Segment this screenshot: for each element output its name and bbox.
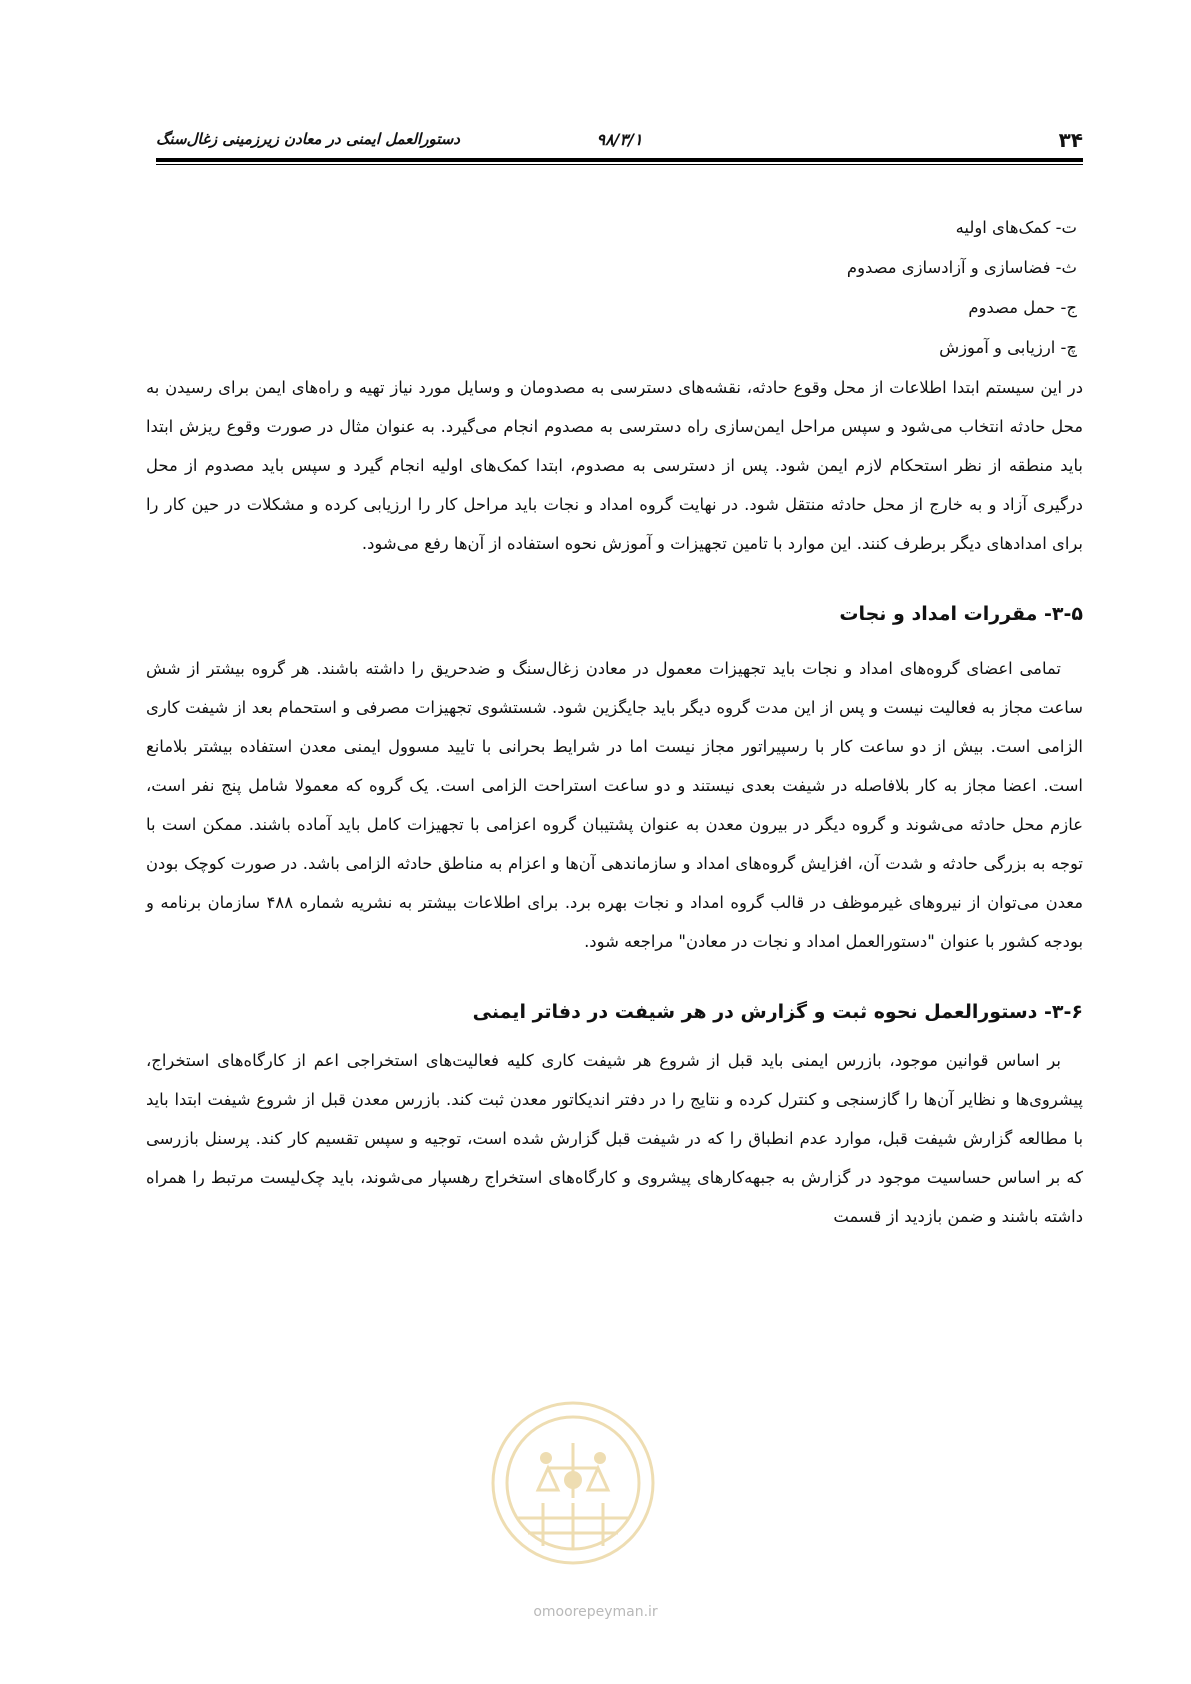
document-title: دستورالعمل ایمنی در معادن زیرزمینی زغال‌سنگ xyxy=(156,130,460,148)
section-heading-shift-reporting: ۳-۶- دستورالعمل نحوه ثبت و گزارش در هر شیفت در دفاتر ایمنی xyxy=(472,1001,1083,1023)
header-rule-thin xyxy=(156,164,1083,165)
page-header xyxy=(156,128,1083,154)
list-item: ت- کمک‌های اولیه xyxy=(955,218,1077,237)
header-date: ۹۸/۳/۱ xyxy=(596,130,643,149)
intro-paragraph: در این سیستم ابتدا اطلاعات از محل وقوع حادثه، نقشه‌های دسترسی به مصدومان و وسایل مورد نیاز تهیه و راه‌های ایمن برای رسیدن به محل حادثه انتخاب می‌شود و سپس مراحل ایمن‌سازی راه دسترسی به مصدوم انجام می‌گیرد. به عنوان مثال در صورت وقوع ریزش ابتدا باید منطقه از نظر استحکام لازم ایمن شود. پس از دسترسی به مصدوم، ابتدا کمک‌های اولیه انجام گیرد و سپس باید مصدوم از محل درگیری آزاد و به خارج از محل حادثه منتقل شود. در نهایت گروه امداد و نجات باید مراحل کار را ارزیابی کرده و مشکلات در حین کار را برای امدادهای دیگر برطرف کنند. این موارد با تامین تجهیزات و آموزش نحوه استفاده از آن‌ها رفع می‌شود. xyxy=(146,378,1083,553)
page-content xyxy=(146,208,1083,1236)
section-paragraph-rescue-rules: تمامی اعضای گروه‌های امداد و نجات باید تجهیزات معمول در معادن زغال‌سنگ و ضدحریق را داشته باشند. هر گروه بیشتر از شش ساعت مجاز به فعالیت نیست و پس از این مدت گروه دیگر باید جایگزین شود. شستشوی تجهیزات مصرفی و استحمام بعد از شیفت کاری الزامی است. بیش از دو ساعت کار با رسپیراتور مجاز نیست اما در شرایط بحرانی با تایید مسوول ایمنی معدن استفاده بیشتر بلامانع است. اعضا مجاز به کار بلافاصله در شیفت بعدی نیستند و دو ساعت استراحت الزامی است. یک گروه که معمولا شامل پنج نفر است، عازم محل حادثه می‌شوند و گروه دیگر در بیرون معدن به عنوان پشتیبان گروه اعزامی با تجهیزات کامل باید آماده باشند. ممکن است با توجه به بزرگی حادثه و شدت آن، افزایش گروه‌های امداد و سازماندهی آن‌ها و اعزام به مناطق حادثه الزامی باشد. در صورت کوچک بودن معدن می‌توان از نیروهای غیرموظف در قالب گروه امداد و نجات بهره برد. برای اطلاعات بیشتر به نشریه شماره ۴۸۸ سازمان برنامه و بودجه کشور با عنوان "دستورالعمل امداد و نجات در معادن" مراجعه شود. xyxy=(146,659,1083,951)
list-item: چ- ارزیابی و آموزش xyxy=(939,338,1077,357)
section-paragraph-shift-reporting: بر اساس قوانین موجود، بازرس ایمنی باید قبل از شروع هر شیفت کاری کلیه فعالیت‌های استخراجی اعم از کارگاه‌های استخراج، پیشروی‌ها و نظایر آن‌ها را گازسنجی و کنترل کرده و نتایج را در دفتر اندیکاتور معدن ثبت کند. بازرس معدن قبل از شروع شیفت ابتدا باید با مطالعه گزارش شیفت قبل، موارد عدم انطباق را که در شیفت قبل گزارش شده است، توجیه و سپس تقسیم کار کند. پرسنل بازرسی که بر اساس حساسیت موجود در گزارش به جبهه‌کارهای پیشروی و کارگاه‌های استخراج رهسپار می‌شوند، باید چک‌لیست مرتبط را همراه داشته باشند و ضمن بازدید از قسمت xyxy=(146,1051,1083,1226)
section-heading-rescue-rules: ۳-۵- مقررات امداد و نجات xyxy=(839,603,1083,625)
rescue-steps-list xyxy=(146,208,1083,368)
list-item: ج- حمل مصدوم xyxy=(968,298,1077,317)
page-number: ۳۴ xyxy=(1058,128,1083,152)
header-rule-thick xyxy=(156,158,1083,162)
watermark-url: omoorepeyman.ir xyxy=(533,1604,658,1620)
list-item: ث- فضاسازی و آزادسازی مصدوم xyxy=(846,258,1077,277)
scales-of-justice-stamp-icon xyxy=(488,1398,658,1568)
